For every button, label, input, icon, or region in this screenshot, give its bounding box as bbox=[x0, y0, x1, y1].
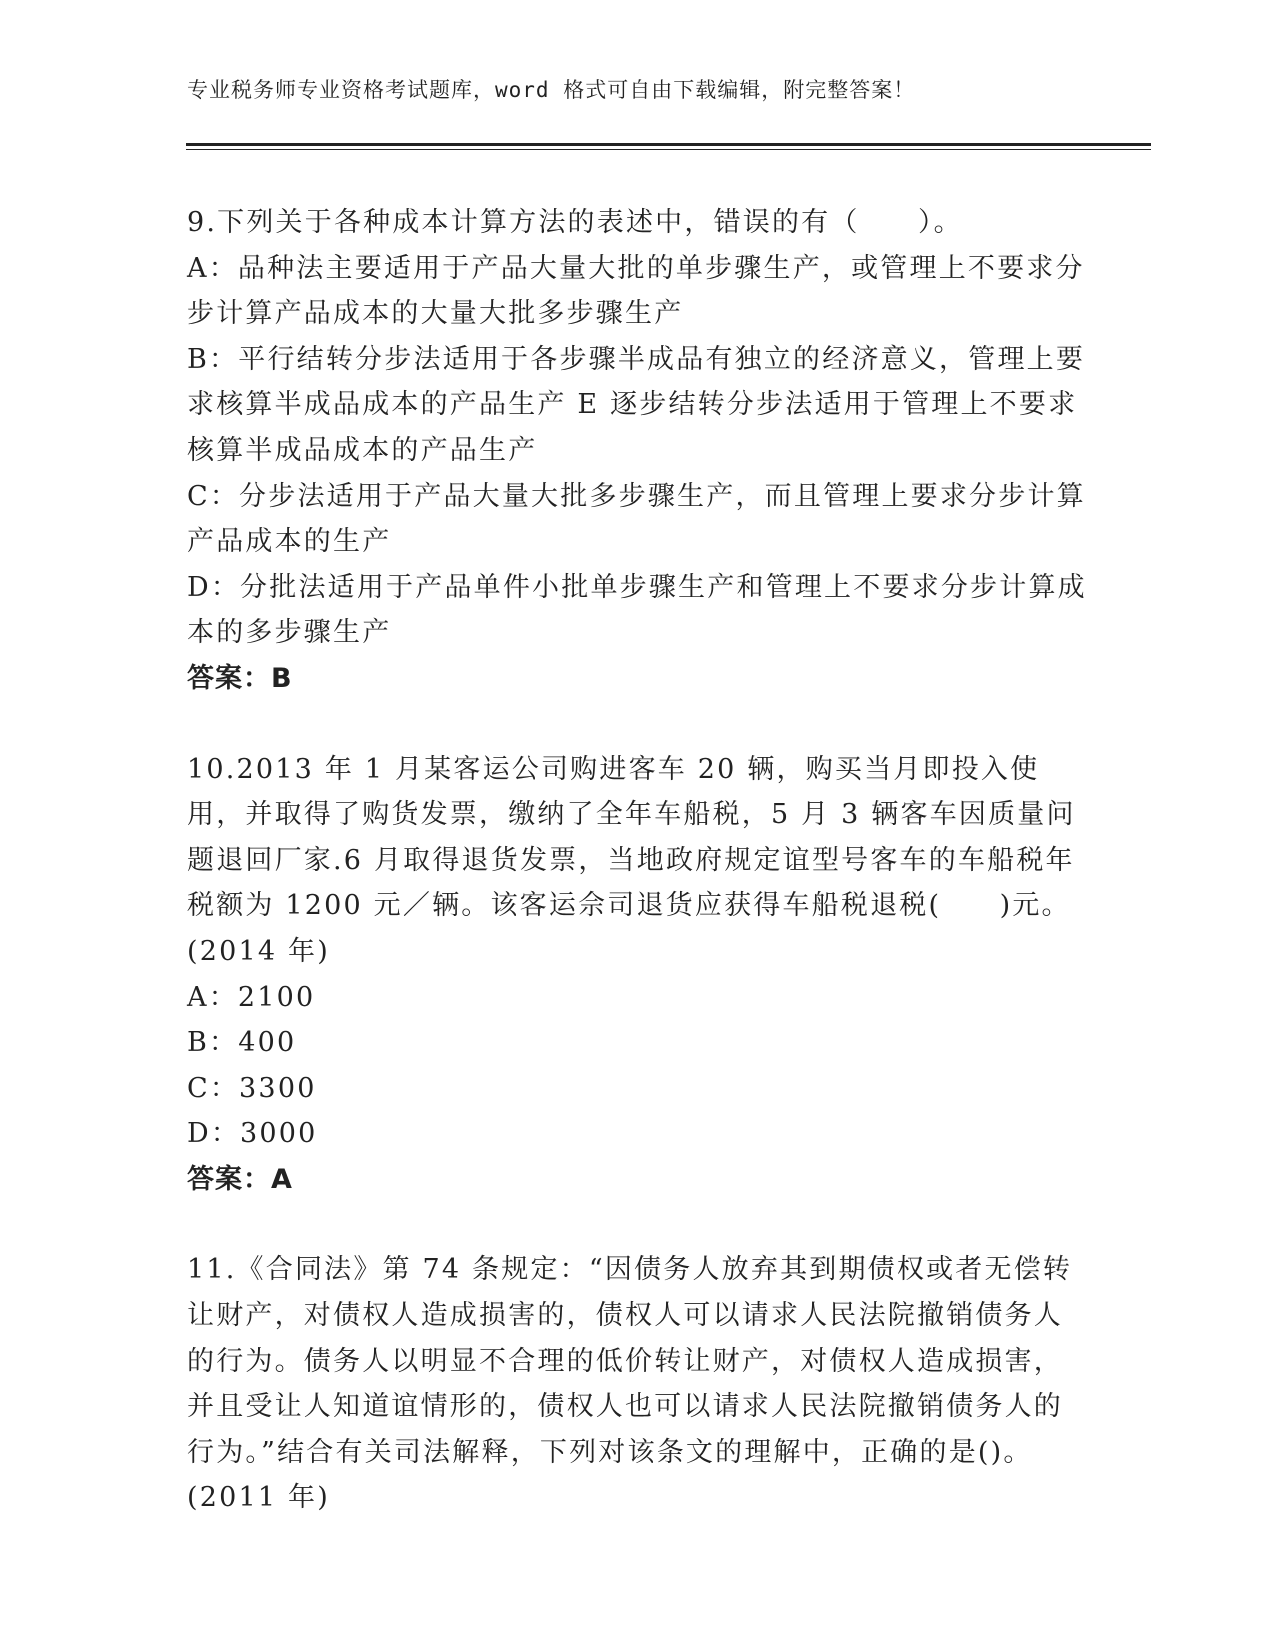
question-stem: 11.《合同法》第 74 条规定：“因债务人放弃其到期债权或者无偿转让财产，对债权人造成损害的，债权人可以请求人民法院撤销债务人的行为。债务人以明显不合理的低价转让财产，对债权人造成损害，并且受让人知道谊情形的，债权人也可以请求人民法院撤销债务人的行为。”结合有关司法解释，下列对该条文的理解中，正确的是()。(2011 年) bbox=[187, 1254, 1073, 1514]
answer: 答案：B bbox=[187, 662, 293, 694]
option-b: B：平行结转分步法适用于各步骤半成品有独立的经济意义，管理上要求核算半成品成本的产品生产 E 逐步结转分步法适用于管理上不要求核算半成品成本的产品生产 bbox=[187, 343, 1086, 466]
question-stem: 10.2013 年 1 月某客运公司购进客车 20 辆，购买当月即投入使用，并取得了购货发票，缴纳了全年车船税，5 月 3 辆客车因质量问题退回厂家.6 月取得退货发票，当地政府规定谊型号客车的车船税年税额为 1200 元／辆。该客运佘司退货应获得车船税退税( )元。(2014 年) bbox=[187, 753, 1076, 967]
option-b: B：400 bbox=[187, 1027, 297, 1059]
question-9 bbox=[187, 200, 1087, 702]
header-rule-thick bbox=[186, 143, 1151, 146]
option-a: A：2100 bbox=[187, 981, 316, 1013]
answer: 答案：A bbox=[187, 1163, 293, 1195]
option-d: D：分批法适用于产品单件小批单步骤生产和管理上不要求分步计算成本的多步骤生产 bbox=[187, 571, 1087, 649]
question-10 bbox=[187, 747, 1087, 1203]
question-11 bbox=[187, 1247, 1087, 1521]
option-c: C：3300 bbox=[187, 1072, 317, 1104]
page-header: 专业税务师专业资格考试题库，word 格式可自由下载编辑，附完整答案！ bbox=[187, 78, 916, 102]
question-stem: 9.下列关于各种成本计算方法的表述中，错误的有（ ）。 bbox=[187, 207, 963, 238]
option-c: C：分步法适用于产品大量大批多步骤生产，而且管理上要求分步计算产品成本的生产 bbox=[187, 480, 1086, 558]
option-d: D：3000 bbox=[187, 1118, 318, 1150]
option-a: A：品种法主要适用于产品大量大批的单步骤生产，或管理上不要求分步计算产品成本的大量大批多步骤生产 bbox=[187, 252, 1085, 330]
header-rule-thin bbox=[186, 149, 1151, 150]
question-list bbox=[187, 200, 1087, 1521]
